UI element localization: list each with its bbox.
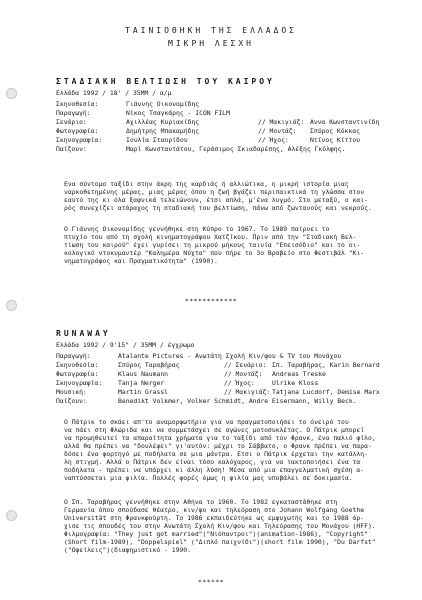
credit-label: Παραγωγή: — [56, 109, 91, 117]
synopsis-line: να προμηθευτεί τα απαραίτητα χρήματα για το ταξίδι από τον Φρανκ, ένα παλιό φίλο, — [64, 434, 376, 442]
credit-value: Klaus Naumann — [118, 370, 169, 378]
bio-line: πτυχίο του από τη σχολή κινηματογράφου Χατζίκου. Πριν από την "Σταδιακή Βελ- — [64, 233, 357, 241]
film-title: RUNAWAY — [56, 329, 111, 338]
credit-value: Martin Grassl — [118, 388, 169, 396]
synopsis-line: ποδήλατα - πρέπει να υπάρχει κι άλλη λύση! Μέσα από μια επαγγελματική σχέση α- — [64, 466, 365, 474]
credit-label: Σκηνογραφία: — [56, 136, 103, 144]
credit-value: Σπ. Ταραβήρας, Karin Bernard — [272, 361, 380, 369]
binder-hole — [6, 510, 17, 521]
credit-value: Μαρί Κωνσταντάτου, Γεράσιμος Σκιαδαρέσης, Αλέξης Γκόλφης. — [126, 145, 346, 153]
credit-value: Αχιλλέας Κυριακίδης — [126, 118, 200, 126]
bio-line: Ο Σπ. Ταραβήρας γεννήθηκε στην Αθήνα το 1960. Το 1982 εγκαταστάθηκε στη — [64, 498, 338, 506]
credit-value: Atalante Pictures - Ανωτάτη Σχολή Κιν/φου & TV του Μονάχου — [118, 352, 342, 360]
binder-hole — [6, 88, 17, 99]
credit-value: Ντίνος Κίττου — [310, 136, 361, 144]
bio-line: τίωση του καιρού" έχει γυρίσει τη μικρού μήκους ταινία "Επεισόδιο" και το οι- — [64, 241, 361, 249]
credit-label: // Μοντάζ: — [224, 370, 263, 378]
credit-value: Σπύρος Κόκκας — [310, 127, 361, 135]
credit-label: Φωτογραφία: — [56, 370, 99, 378]
credit-label: Σενάριο: — [56, 118, 87, 126]
credit-label: // Μακιγιάζ: — [224, 388, 271, 396]
credit-value: Ulrike Kloss — [272, 379, 319, 387]
credit-value: Σπύρος Ταραβήρας — [118, 361, 180, 369]
synopsis-line: ναπτύσσεται μια φιλία. Πολλές φορές όμως η φιλία μας υποβάλει σε δοκιμασία. — [64, 474, 353, 482]
credit-label: // Ήχος: — [258, 136, 289, 144]
synopsis-line: ρός συνεχίζει ατάραχος τη σταδιακή του βελτίωση, πάνω από ζωντανούς και νεκρούς. — [64, 204, 372, 212]
credit-value: Γιάννης Οικονομίδης — [126, 100, 200, 108]
archive-name: ΤΑΙΝΙΟΘΗΚΗ ΤΗΣ ΕΛΛΑΔΟΣ — [125, 26, 297, 35]
credit-label: Σκηνοθεσία: — [56, 361, 99, 369]
bio-line: (Short film-1989), "Doppelspiel" ("Διπλό παιχνίδι")(short film 1990), "Du Darfst" — [64, 538, 376, 546]
film-info: Ελλάδα 1992 / 18' / 35MM / α/μ — [56, 89, 172, 97]
credit-value: Benedikt Volkmer, Volker Schmidt, Andre Eisermann, Willy Beck. — [118, 397, 357, 405]
credit-value: Νίκος Τσαγκάρης - ICON FILM — [126, 109, 230, 117]
film-title: ΣΤΑΔΙΑΚΗ ΒΕΛΤΙΩΣΗ ΤΟΥ ΚΑΙΡΟΥ — [56, 77, 275, 86]
credit-value: Andreas Treske — [272, 370, 326, 378]
synopsis-line: Ο Πάτρικ το σκάει απ'το αναμορφωτήριο για να πραγματοποιήσει το όνειρό του — [64, 418, 349, 426]
credit-value: Tanja Nerger — [118, 379, 165, 387]
bio-line: χισε τις σπουδές του στην Ανωτάτη Σχολή Κιν/φου και Τηλεόρασης του Μονάχου (HFF). — [64, 522, 376, 530]
credit-label: Φωτογραφία: — [56, 127, 99, 135]
credit-label: // Μακιγιάζ: — [258, 118, 305, 126]
credit-value: Tatjana Lucdorf, Demise Marx — [272, 388, 380, 396]
club-name: ΜΙΚΡΗ ΛΕΣΧΗ — [168, 39, 254, 48]
separator: ************ — [184, 297, 238, 305]
bio-line: Ο Γιάννης Οικονομίδης γεννήθηκε στη Κύπρο το 1967. Το 1989 παίρνει το — [64, 225, 330, 233]
credit-label: Παίζουν: — [56, 397, 87, 405]
synopsis-line: λη στιγμή. Αλλά ο Πάτρικ δεν είναι τόσο καλόχαρος, για να τακτοποιήσει ένα τα — [64, 458, 361, 466]
bio-line: Φιλμογραφία: "They just got married"("Νιόπαντροι")(animation-1986), "Copyright" — [64, 530, 368, 538]
credit-label: // Μοντάζ: — [258, 127, 297, 135]
credit-value: Ιουλία Σταυρίδου — [126, 136, 188, 144]
credit-label: Σκηνοθεσία: — [56, 100, 99, 108]
synopsis-line: αλλά θα πρέπει να "δουλέψει" γι'αυτόν: μέχρι το Σάββατο, ο Φρανκ πρέπει να παρα- — [64, 442, 372, 450]
credit-label: // Ήχος: — [224, 379, 255, 387]
credit-label: Μουσική: — [56, 388, 87, 396]
bio-line: κολογικό ντοκυμαντέρ "Καλημέρα Νύχτα" που πήρε το 3ο Βραβείο στο Φεστιβάλ "Κι- — [64, 249, 365, 257]
synopsis-line: να πάει στη Φλώριδα και να συμμετάσχει σε αγώνες μοτοσυκλέτας. Ο Πάτρικ μπορεί — [64, 426, 365, 434]
synopsis-line: δόσει ένα φορτηγό με ποδήλατα σε μια μάντρα. Ετσι ο Πάτρικ έρχεται την κατάλλη- — [64, 450, 368, 458]
director-bio — [64, 225, 390, 265]
credit-label: Παίζουν: — [56, 145, 87, 153]
synopsis — [64, 180, 390, 212]
film-info: Ελλάδα 1992 / 9'15" / 35MM / έγχρωμο — [56, 341, 195, 349]
credit-label: Παραγωγή: — [56, 352, 91, 360]
bio-line: Γερμανία όπου σπούδασε θέατρο, κιν/φο και τηλεόραση στο Johann Wolfgang Goethe — [64, 506, 365, 514]
synopsis-line: ναρκοθετημένης μέρας, μιας μέρας όπου η ζωή βγάζει περιπαικτικά τη γλώσσα στον — [64, 188, 365, 196]
synopsis-line: Ενα σύντομο ταξίδι στην άκρη της καρδιάς ή αλλιώτικα, η μικρή ιστορία μιας — [64, 180, 349, 188]
director-bio — [64, 498, 390, 554]
bio-line: νηματογράφος και Πραγματικότητα" (1990). — [64, 257, 218, 265]
bio-line: ("Οφείλεις")(διαφημιστικό - 1990. — [64, 546, 191, 554]
credit-label: // Σενάριο: — [224, 361, 267, 369]
credit-value: Αννα Κωνσταντινίδη — [310, 118, 380, 126]
synopsis — [64, 418, 390, 482]
bio-line: Universität στη Φρανκφούρτη. Το 1986 εκπαιδεύτηκε ως εμψυχωτής και το 1988 άρ- — [64, 514, 365, 522]
synopsis-line: εαυτό της κι όλα ξαφνικά τελειώνουν, έτσι απλά, μ'ένα λυγμό. Στο μεταξύ, ο και- — [64, 196, 368, 204]
separator: ****** — [197, 578, 225, 586]
credit-value: Δημήτρης Μπακαμήδης — [126, 127, 200, 135]
credit-label: Σκηνογραφία: — [56, 379, 103, 387]
